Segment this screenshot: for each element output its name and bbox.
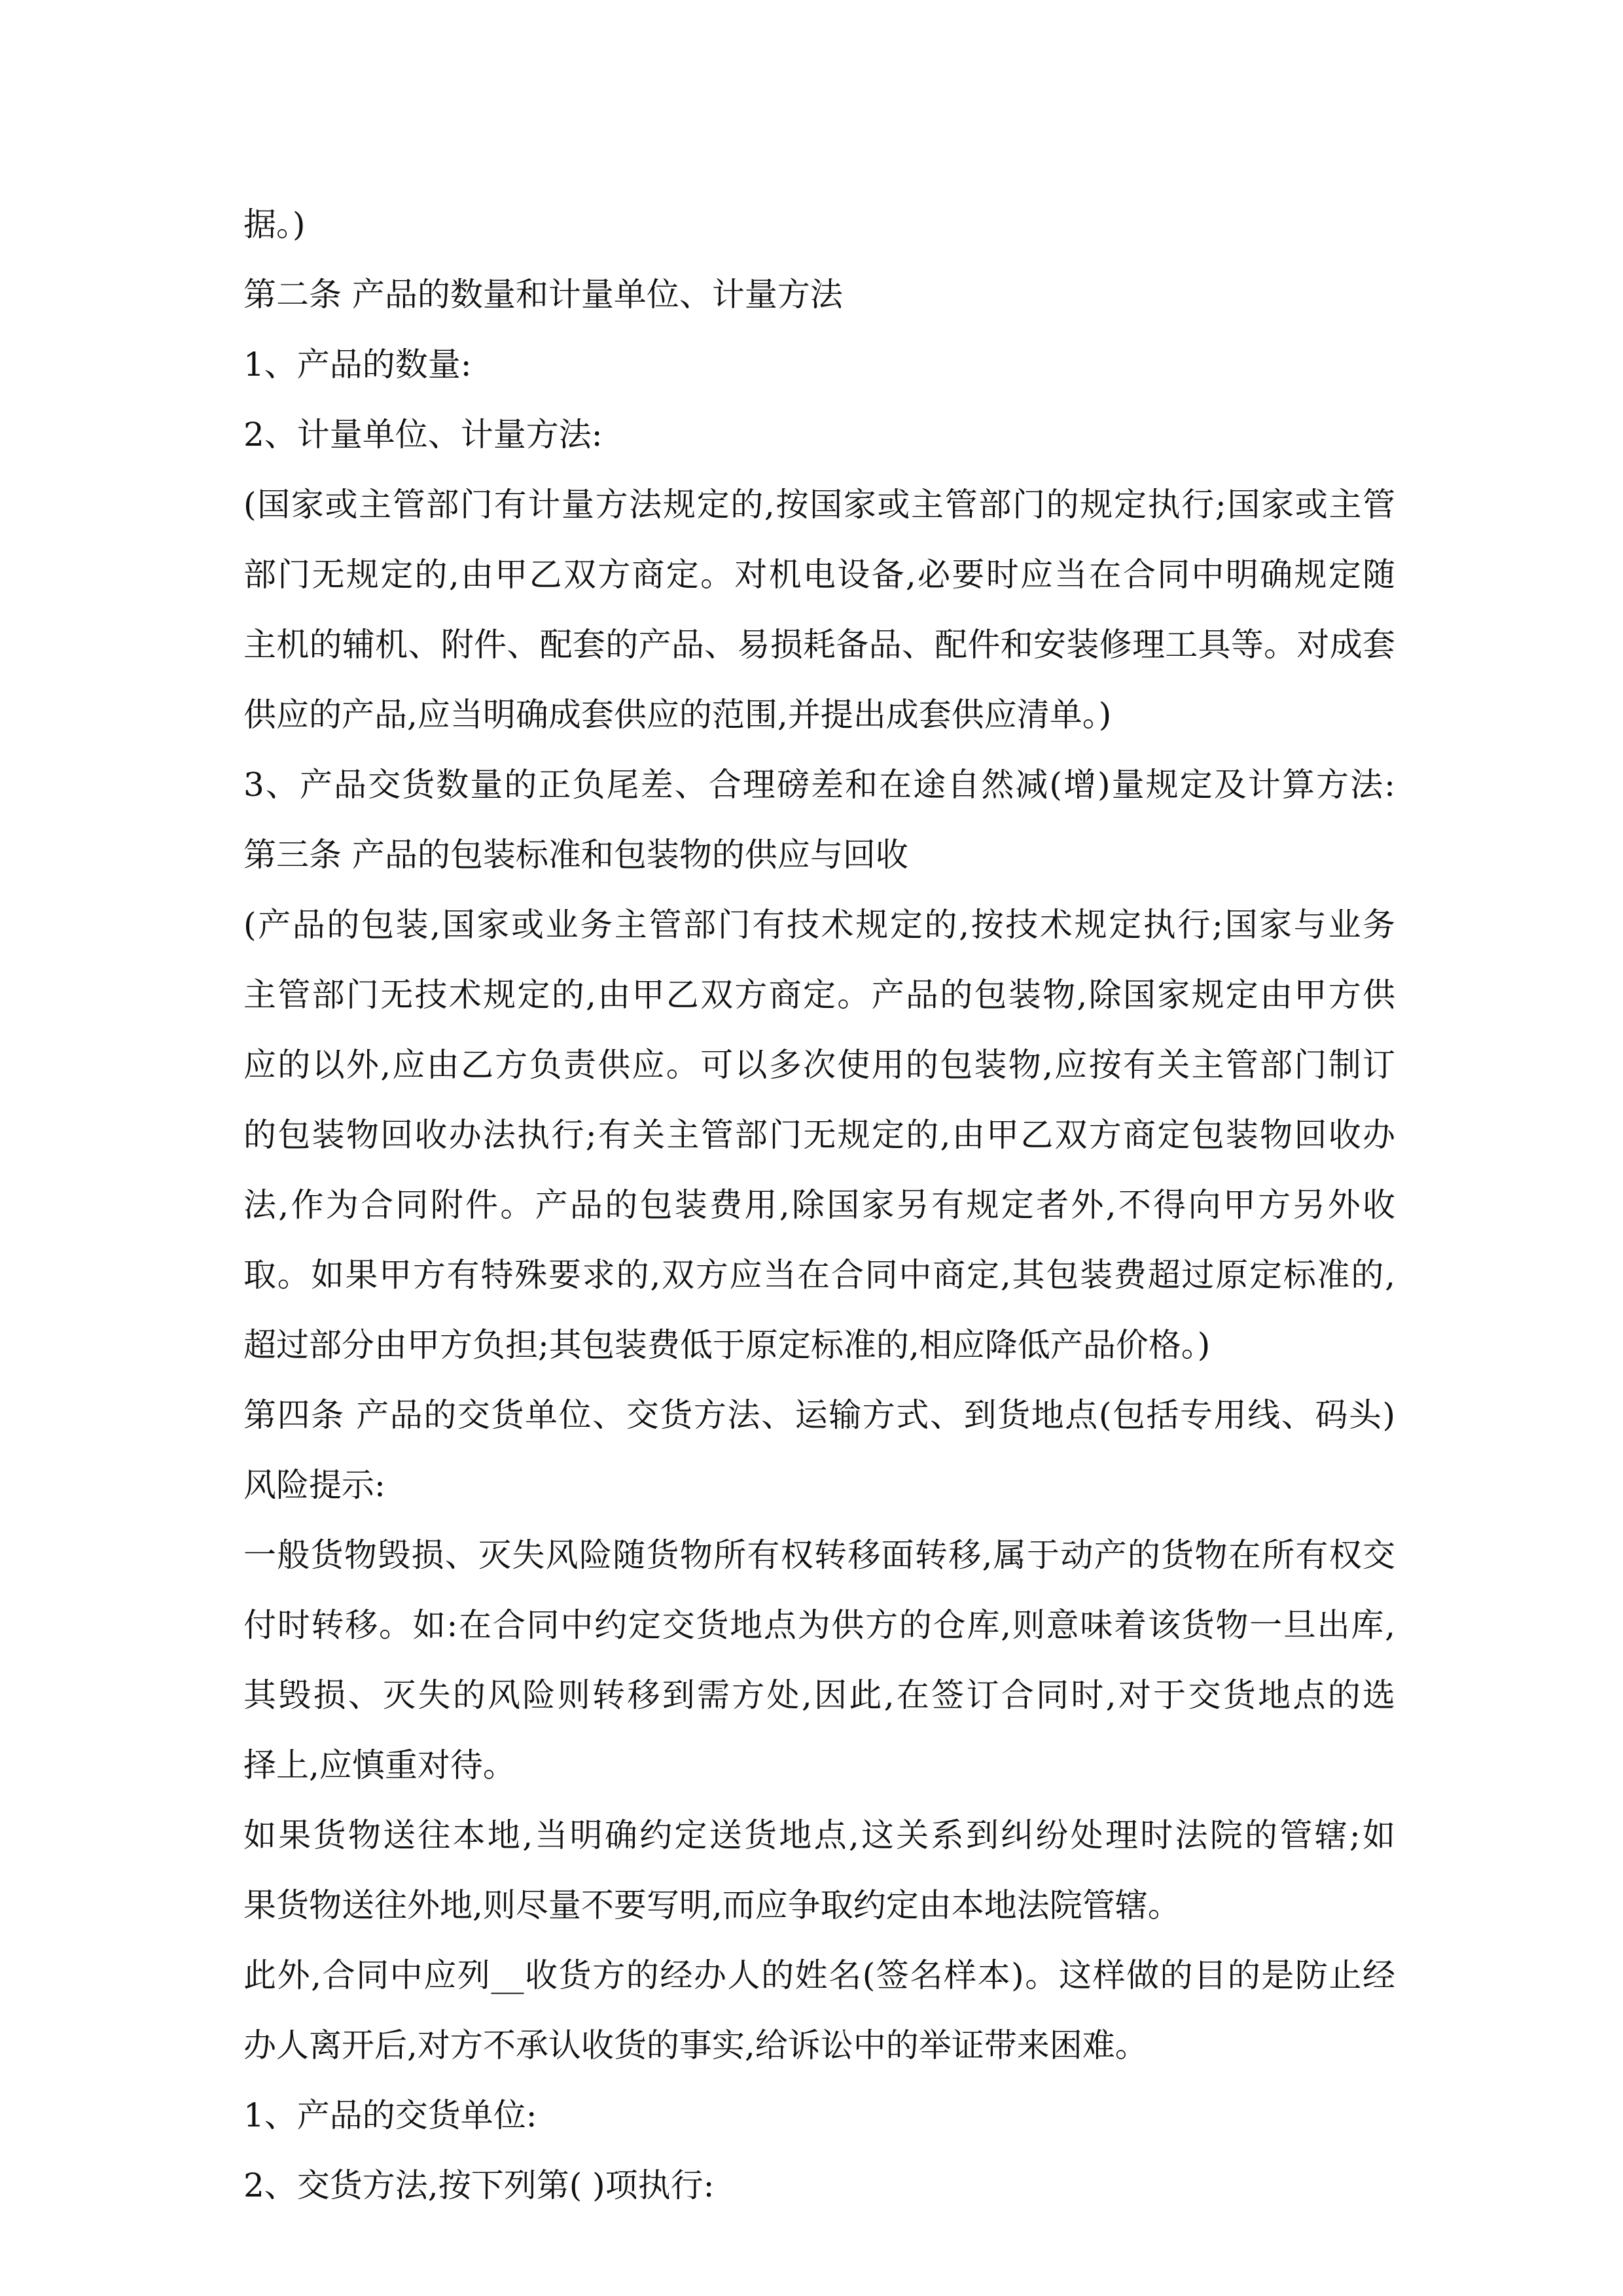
text-line-15: 法,作为合同附件。产品的包装费用,除国家另有规定者外,不得向甲方另外收: [243, 1186, 1395, 1224]
risk-warning-heading: 风险提示:: [243, 1466, 385, 1504]
text-line-25: 果货物送往外地,则尽量不要写明,而应争取约定由本地法院管辖。: [243, 1886, 1181, 1924]
text-line-23: 择上,应慎重对待。: [243, 1746, 516, 1784]
text-line-14: 的包装物回收办法执行;有关主管部门无规定的,由甲乙双方商定包装物回收办: [243, 1116, 1395, 1154]
text-line-13: 应的以外,应由乙方负责供应。可以多次使用的包装物,应按有关主管部门制订: [243, 1046, 1395, 1084]
text-line-7: 主机的辅机、附件、配套的产品、易损耗备品、配件和安装修理工具等。对成套: [243, 626, 1395, 664]
text-line-26: 此外,合同中应列__收货方的经办人的姓名(签名样本)。这样做的目的是防止经: [243, 1956, 1395, 1994]
text-line-3: 1、产品的数量:: [243, 346, 472, 384]
section-heading-article-3: 第三条 产品的包装标准和包装物的供应与回收: [243, 836, 908, 874]
text-line-11: (产品的包装,国家或业务主管部门有技术规定的,按技术规定执行;国家与业务: [243, 906, 1395, 944]
text-line-5: (国家或主管部门有计量方法规定的,按国家或主管部门的规定执行;国家或主管: [243, 486, 1395, 524]
text-line-22: 其毁损、灭失的风险则转移到需方处,因此,在签订合同时,对于交货地点的选: [243, 1676, 1395, 1714]
text-line-6: 部门无规定的,由甲乙双方商定。对机电设备,必要时应当在合同中明确规定随: [243, 556, 1395, 594]
section-heading-article-2: 第二条 产品的数量和计量单位、计量方法: [243, 276, 843, 314]
text-line-24: 如果货物送往本地,当明确约定送货地点,这关系到纠纷处理时法院的管辖;如: [243, 1816, 1395, 1854]
text-line-27: 办人离开后,对方不承认收货的事实,给诉讼中的举证带来困难。: [243, 2026, 1148, 2064]
text-line-1: 据。): [243, 206, 306, 243]
text-line-21: 付时转移。如:在合同中约定交货地点为供方的仓库,则意味着该货物一旦出库,: [243, 1606, 1395, 1644]
text-line-8: 供应的产品,应当明确成套供应的范围,并提出成套供应清单。): [243, 696, 1112, 734]
text-line-16: 取。如果甲方有特殊要求的,双方应当在合同中商定,其包装费超过原定标准的,: [243, 1256, 1395, 1294]
text-line-9: 3、产品交货数量的正负尾差、合理磅差和在途自然减(增)量规定及计算方法:: [243, 766, 1395, 804]
text-line-4: 2、计量单位、计量方法:: [243, 416, 603, 454]
text-line-12: 主管部门无技术规定的,由甲乙双方商定。产品的包装物,除国家规定由甲方供: [243, 976, 1395, 1014]
text-line-29: 2、交货方法,按下列第( )项执行:: [243, 2166, 715, 2204]
text-line-17: 超过部分由甲方负担;其包装费低于原定标准的,相应降低产品价格。): [243, 1326, 1211, 1364]
text-line-28: 1、产品的交货单位:: [243, 2096, 537, 2134]
section-heading-article-4: 第四条 产品的交货单位、交货方法、运输方式、到货地点(包括专用线、码头): [243, 1396, 1395, 1434]
document-body: [243, 190, 1395, 2221]
text-line-20: 一般货物毁损、灭失风险随货物所有权转移面转移,属于动产的货物在所有权交: [243, 1536, 1395, 1574]
